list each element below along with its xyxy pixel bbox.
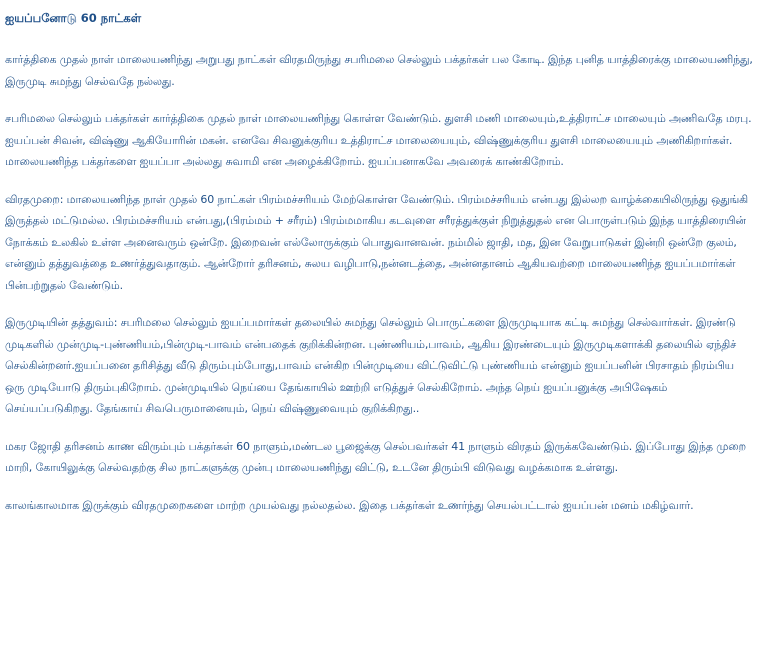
article-paragraph-2: சபரிமலை செல்லும் பக்தர்கள் கார்த்திகை முதல் நாள் மாலையணிந்து கொள்ள வேண்டும். துளசி மணி மாலையும்,உத்திராட்ச மாலையும் அணிவதே மரபு. ஐயப்பன் சிவன், விஷ்ணு ஆகியோரின் மகன். எனவே சிவனுக்குரிய உத்திராட்ச மாலையையும், விஷ்ணுக்குரிய துளசி மாலையையும் அணிகிறார்கள். மாலையணிந்த பக்தர்களை ஐயப்பா அல்லது சுவாமி என அழைக்கிறோம். ஐயப்பனாகவே அவரைக் காண்கிறோம்.: [5, 112, 752, 168]
article-paragraph-6: காலங்காலமாக இருக்கும் விரதமுறைகளை மாற்ற முயல்வது நல்லதல்ல. இதை பக்தர்கள் உணர்ந்து செயல்பட்டால் ஐயப்பன் மனம் மகிழ்வார்.: [5, 498, 694, 512]
article-paragraph-4: இருமுடியின் தத்துவம்: சபரிமலை செல்லும் ஐயப்பமார்கள் தலையில் சுமந்து செல்லும் பொருட்களை இருமுடியாக கட்டி சுமந்து செல்வார்கள். இரண்டு முடிகளில் முன்முடி-புண்ணியம்,பின்முடி-பாவம் என்பதைக் குறிக்கின்றன. புண்ணியம்,பாவம், ஆகிய இரண்டையும் இருமுடிகளாக்கி தலையில் ஏந்திச் செல்கின்றனர்.ஐயப்பனை தரிசித்து வீடு திரும்பும்போது,பாவம் என்கிற பின்முடியை விட்டுவிட்டு புண்ணியம் என்னும் ஐயப்பனின் பிரசாதம் நிரம்பிய ஒரு முடியோடு திரும்புகிறோம். முன்முடியில் நெய்யை தேங்காயில் ஊற்றி எடுத்துச் செல்கிறோம். அந்த நெய் ஐயப்பனுக்கு அபிஷேகம் செய்யப்படுகிறது. தேங்காய் சிவபெருமானையும், நெய் விஷ்ணுவையும் குறிக்கிறது..: [5, 316, 737, 415]
article-paragraph-3: விரதமுறை: மாலையணிந்த நாள் முதல் 60 நாட்கள் பிரம்மச்சரியம் மேற்கொள்ள வேண்டும். பிரம்மச்சரியம் என்பது இல்லற வாழ்க்கையிலிருந்து ஒதுங்கி இருத்தல் மட்டுமல்ல. பிரம்மச்சரியம் என்பது,(பிரம்மம் + சரீரம்) பிரம்மமாகிய கடவுளை சரீரத்துக்குள் நிறுத்துதல் என பொருள்படும் இந்த யாத்திரையின் நோக்கம் உலகில் உள்ள அனைவரும் ஒன்றே. இறைவன் எல்லோருக்கும் பொதுவானவன். நம்மில் ஜாதி, மத, இன வேறுபாடுகள் இன்றி ஒன்றே குலம், என்னும் தத்துவத்தை உணர்த்துவதாகும். ஆன்றோர் தரிசனம், சுலய வழிபாடு,நன்னடத்தை, அன்னதானம் ஆகியவற்றை மாலையணிந்த ஐயப்பமார்கள் பின்பற்றுதல் வேண்டும்.: [5, 192, 748, 292]
article-paragraph-5: மகர ஜோதி தரிசனம் காண விரும்பும் பக்தர்கள் 60 நாளும்,மண்டல பூஜைக்கு செல்பவர்கள் 41 நாளும் விரதம் இருக்கவேண்டும். இப்போது இந்த முறை மாறி, கோயிலுக்கு செல்வதற்கு சில நாட்களுக்கு முன்பு மாலையணிந்து விட்டு, உடனே திரும்பி விடுவது வழக்கமாக உள்ளது.: [5, 439, 747, 474]
article-paragraph-1: கார்த்திகை முதல் நாள் மாலையணிந்து அறுபது நாட்கள் விரதமிருந்து சபரிமலை செல்லும் பக்தர்கள் பல கோடி. இந்த புனித யாத்திரைக்கு மாலையணிந்து, இருமுடி சுமந்து செல்வதே நல்லது.: [5, 53, 753, 88]
article-title: ஐயப்பனோடு 60 நாட்கள்: [5, 11, 142, 25]
